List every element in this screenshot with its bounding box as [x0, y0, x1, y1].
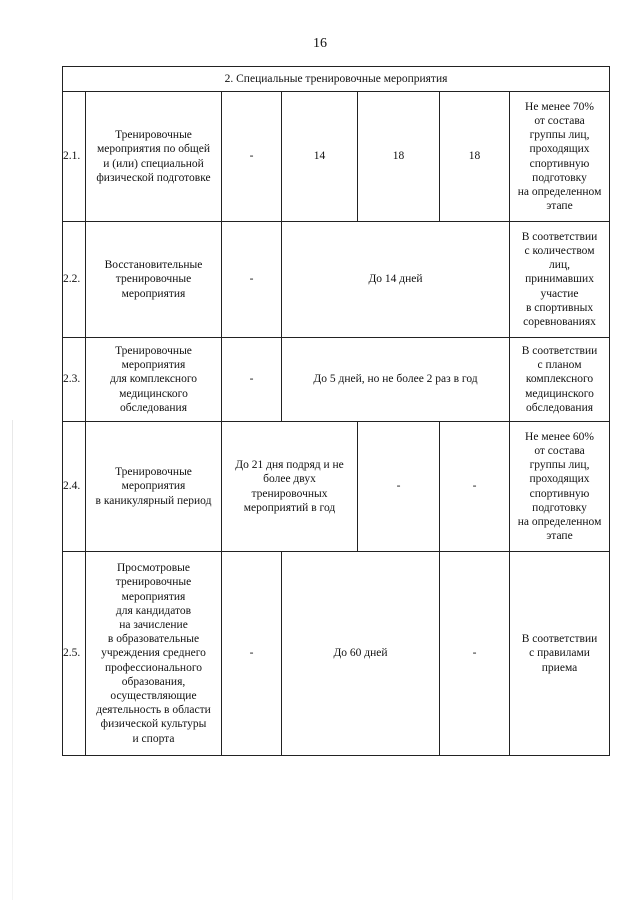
value-cell: - [222, 338, 282, 422]
value-cell: - [440, 422, 510, 552]
value-cell: - [222, 222, 282, 338]
value-cell: 18 [440, 92, 510, 222]
value-cell: - [222, 552, 282, 756]
value-cell: - [358, 422, 440, 552]
table-row [63, 338, 610, 422]
section-header-row [63, 67, 610, 92]
table-row [63, 222, 610, 338]
row-number: 2.4. [63, 422, 86, 552]
note-cell: В соответствии с количеством лиц, принимавших участие в спортивных соревнованиях [510, 222, 610, 338]
merged-value-cell: До 60 дней [282, 552, 440, 756]
activity-name: Просмотровые тренировочные мероприятия для кандидатов на зачисление в образовательные учреждения среднего профессионального образования, осуществляющие деятельность в области физической культуры и спорта [86, 552, 222, 756]
value-cell: - [222, 92, 282, 222]
row-number: 2.1. [63, 92, 86, 222]
activity-name: Восстановительные тренировочные мероприятия [86, 222, 222, 338]
row-number: 2.3. [63, 338, 86, 422]
table-row [63, 92, 610, 222]
value-cell: 18 [358, 92, 440, 222]
merged-value-cell: До 5 дней, но не более 2 раз в год [282, 338, 510, 422]
note-cell: В соответствии с планом комплексного медицинского обследования [510, 338, 610, 422]
row-number: 2.2. [63, 222, 86, 338]
scan-edge-artifact [12, 420, 13, 900]
merged-value-cell: До 14 дней [282, 222, 510, 338]
training-activities-table [62, 66, 610, 756]
section-title: 2. Специальные тренировочные мероприятия [63, 67, 610, 92]
table-row [63, 552, 610, 756]
row-number: 2.5. [63, 552, 86, 756]
note-cell: Не менее 60% от состава группы лиц, проходящих спортивную подготовку на определенном этапе [510, 422, 610, 552]
value-cell: 14 [282, 92, 358, 222]
note-cell: Не менее 70% от состава группы лиц, проходящих спортивную подготовку на определенном этапе [510, 92, 610, 222]
note-cell: В соответствии с правилами приема [510, 552, 610, 756]
activity-name: Тренировочные мероприятия по общей и (или) специальной физической подготовке [86, 92, 222, 222]
page-number: 16 [313, 36, 327, 51]
activity-name: Тренировочные мероприятия в каникулярный период [86, 422, 222, 552]
merged-value-cell: До 21 дня подряд и не более двух тренировочных мероприятий в год [222, 422, 358, 552]
value-cell: - [440, 552, 510, 756]
table-row [63, 422, 610, 552]
activity-name: Тренировочные мероприятия для комплексного медицинского обследования [86, 338, 222, 422]
